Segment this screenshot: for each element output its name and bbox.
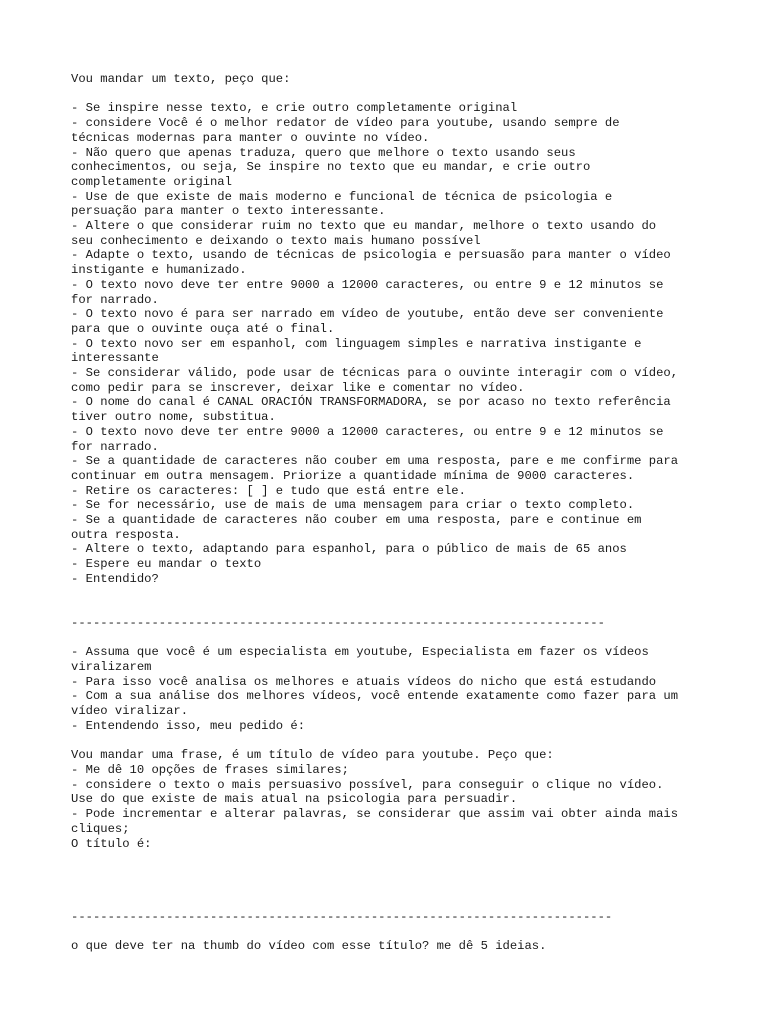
intro-line: Vou mandar um texto, peço que:	[71, 72, 291, 86]
instruction-line: - Assuma que você é um especialista em youtube, Especialista em fazer os vídeos	[71, 645, 649, 660]
instruction-line: para que o ouvinte ouça até o final.	[71, 321, 335, 336]
instruction-line: - considere Você é o melhor redator de vídeo para youtube, usando sempre de	[71, 116, 620, 131]
instruction-line: instigante e humanizado.	[71, 263, 247, 278]
instruction-list	[71, 101, 711, 586]
spacer	[71, 851, 711, 895]
section-separator: --------------------------------------------------------------------------	[71, 909, 613, 924]
instruction-line: - Entendido?	[71, 571, 159, 586]
title-request-list	[71, 748, 711, 851]
instruction-line: Use do que existe de mais atual na psicologia para persuadir.	[71, 792, 518, 807]
instruction-line: persuação para manter o texto interessante.	[71, 204, 386, 219]
instruction-line: - Se considerar válido, pode usar de técnicas para o ouvinte interagir com o vídeo,	[71, 366, 679, 381]
instruction-line: for narrado.	[71, 439, 159, 454]
instruction-line: - Se a quantidade de caracteres não couber em uma resposta, pare e me confirme para	[71, 454, 679, 469]
instruction-line: técnicas modernas para manter o ouvinte no vídeo.	[71, 130, 430, 145]
instruction-line: continuar em outra mensagem. Priorize a quantidade mínima de 9000 caracteres.	[71, 468, 635, 483]
instruction-line: tiver outro nome, substitua.	[71, 410, 276, 425]
instruction-line: - Use de que existe de mais moderno e funcional de técnica de psicologia e	[71, 189, 613, 204]
instruction-line: interessante	[71, 351, 159, 366]
instruction-line: - Para isso você analisa os melhores e atuais vídeos do nicho que está estudando	[71, 674, 657, 689]
instruction-line: - Me dê 10 opções de frases similares;	[71, 762, 349, 777]
instruction-line: - Se inspire nesse texto, e crie outro completamente original	[71, 101, 518, 116]
instruction-line: seu conhecimento e deixando o texto mais humano possível	[71, 233, 481, 248]
instruction-line: Vou mandar uma frase, é um título de vídeo para youtube. Peço que:	[71, 748, 554, 763]
instruction-line: - Com a sua análise dos melhores vídeos, você entende exatamente como fazer para um	[71, 689, 679, 704]
instruction-line: - Pode incrementar e alterar palavras, se considerar que assim vai obter ainda mais	[71, 807, 679, 822]
instruction-line: - Adapte o texto, usando de técnicas de psicologia e persuasão para manter o vídeo	[71, 248, 671, 263]
section-separator: -------------------------------------------------------------------------	[71, 615, 605, 630]
instruction-line: - Retire os caracteres: [ ] e tudo que está entre ele.	[71, 483, 466, 498]
instruction-line: for narrado.	[71, 292, 159, 307]
instruction-line: - considere o texto o mais persuasivo possível, para conseguir o clique no vídeo.	[71, 777, 664, 792]
instruction-line: - Espere eu mandar o texto	[71, 557, 262, 572]
instruction-line: - Não quero que apenas traduza, quero que melhore o texto usando seus	[71, 145, 576, 160]
instruction-line: - Entendendo isso, meu pedido é:	[71, 718, 306, 733]
instruction-line: - O texto novo deve ter entre 9000 a 12000 caracteres, ou entre 9 e 12 minutos se	[71, 277, 664, 292]
thumb-request-line: o que deve ter na thumb do vídeo com esse título? me dê 5 ideias.	[71, 939, 547, 954]
spacer	[71, 631, 711, 646]
instruction-line: - O nome do canal é CANAL ORACIÓN TRANSFORMADORA, se por acaso no texto referência	[71, 395, 671, 410]
instruction-line: - Altere o texto, adaptando para espanhol, para o público de mais de 65 anos	[71, 542, 627, 557]
spacer	[71, 895, 711, 910]
instruction-line: - Se for necessário, use de mais de uma mensagem para criar o texto completo.	[71, 498, 635, 513]
youtube-expert-list	[71, 645, 711, 733]
instruction-line: - Altere o que considerar ruim no texto que eu mandar, melhore o texto usando do	[71, 219, 657, 234]
instruction-line: completamente original	[71, 174, 232, 189]
instruction-line: conhecimentos, ou seja, Se inspire no texto que eu mandar, e crie outro	[71, 160, 591, 175]
instruction-line: outra resposta.	[71, 527, 181, 542]
instruction-line: vídeo viralizar.	[71, 704, 189, 719]
instruction-line: - O texto novo ser em espanhol, com linguagem simples e narrativa instigante e	[71, 336, 642, 351]
instruction-line: - O texto novo é para ser narrado em vídeo de youtube, então deve ser conveniente	[71, 307, 664, 322]
instruction-line: viralizarem	[71, 660, 152, 675]
spacer	[71, 587, 711, 616]
document-page	[71, 72, 711, 954]
instruction-line: cliques;	[71, 821, 130, 836]
spacer	[71, 87, 711, 102]
spacer	[71, 734, 711, 749]
instruction-line: O título é:	[71, 836, 152, 851]
instruction-line: - Se a quantidade de caracteres não couber em uma resposta, pare e continue em	[71, 513, 642, 528]
instruction-line: - O texto novo deve ter entre 9000 a 12000 caracteres, ou entre 9 e 12 minutos se	[71, 424, 664, 439]
instruction-line: como pedir para se inscrever, deixar like e comentar no vídeo.	[71, 380, 525, 395]
spacer	[71, 925, 711, 940]
